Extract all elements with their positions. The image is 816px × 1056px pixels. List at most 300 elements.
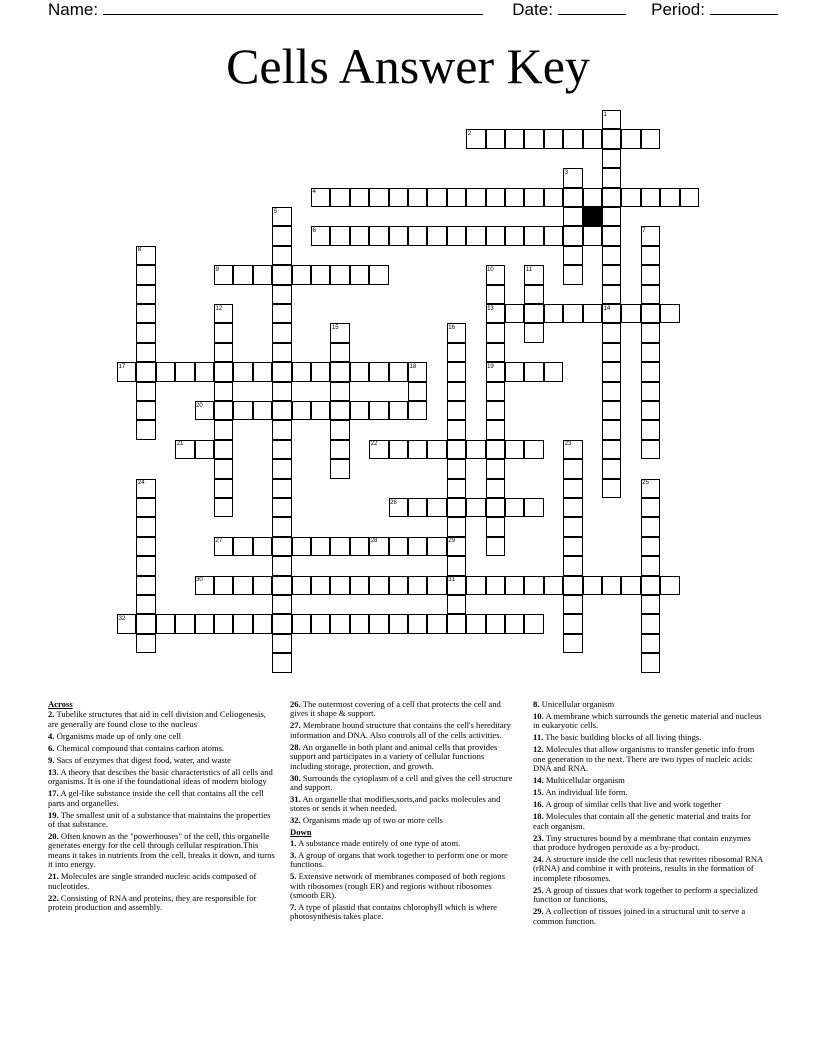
grid-cell[interactable] — [292, 362, 311, 381]
grid-cell[interactable] — [486, 576, 505, 595]
grid-cell[interactable] — [136, 382, 155, 401]
grid-cell[interactable] — [544, 129, 563, 148]
grid-cell[interactable] — [427, 614, 446, 633]
grid-cell[interactable] — [330, 576, 349, 595]
grid-cell[interactable] — [330, 459, 349, 478]
grid-cell[interactable] — [389, 362, 408, 381]
clue-item — [290, 743, 518, 771]
grid-cell[interactable] — [563, 226, 582, 245]
grid-cell[interactable] — [563, 556, 582, 575]
grid-cell[interactable] — [272, 382, 291, 401]
grid-cell[interactable] — [563, 498, 582, 517]
grid-cell[interactable] — [214, 440, 233, 459]
grid-cell[interactable] — [641, 304, 660, 323]
grid-cell[interactable] — [408, 226, 427, 245]
grid-cell[interactable] — [524, 362, 543, 381]
grid-cell[interactable] — [350, 537, 369, 556]
grid-cell[interactable] — [330, 226, 349, 245]
grid-cell[interactable] — [408, 576, 427, 595]
grid-cell[interactable] — [350, 401, 369, 420]
grid-cell[interactable] — [389, 440, 408, 459]
grid-cell[interactable] — [583, 188, 602, 207]
grid-cell[interactable] — [641, 285, 660, 304]
grid-cell[interactable] — [330, 614, 349, 633]
clue-item-text: Organisms made up of two or more cells — [302, 815, 443, 826]
grid-cell[interactable] — [486, 285, 505, 304]
grid-cell[interactable] — [505, 440, 524, 459]
grid-cell[interactable] — [524, 129, 543, 148]
grid-cell[interactable] — [524, 226, 543, 245]
grid-cell[interactable] — [486, 479, 505, 498]
grid-cell[interactable] — [311, 362, 330, 381]
grid-cell[interactable] — [214, 479, 233, 498]
grid-cell[interactable] — [641, 246, 660, 265]
grid-cell[interactable] — [350, 226, 369, 245]
grid-cell[interactable] — [486, 382, 505, 401]
grid-cell[interactable] — [641, 498, 660, 517]
grid-cell[interactable] — [292, 614, 311, 633]
grid-cell[interactable] — [544, 226, 563, 245]
grid-cell[interactable] — [272, 537, 291, 556]
grid-cell[interactable] — [311, 265, 330, 284]
grid-cell[interactable] — [524, 188, 543, 207]
grid-cell[interactable] — [447, 517, 466, 536]
grid-cell[interactable] — [408, 614, 427, 633]
clue-item-number: 24. — [533, 854, 544, 865]
grid-cell[interactable] — [214, 362, 233, 381]
grid-cell[interactable] — [330, 188, 349, 207]
grid-cell[interactable] — [272, 343, 291, 362]
grid-cell[interactable] — [156, 614, 175, 633]
grid-cell[interactable] — [602, 226, 621, 245]
clue-item-number: 25. — [533, 884, 544, 895]
grid-cell[interactable] — [369, 362, 388, 381]
grid-cell[interactable] — [641, 362, 660, 381]
clue-item-number: 17. — [48, 788, 59, 799]
grid-cell[interactable] — [136, 537, 155, 556]
grid-cell[interactable] — [292, 537, 311, 556]
grid-cell[interactable] — [660, 576, 679, 595]
grid-cell[interactable] — [563, 576, 582, 595]
grid-cell[interactable] — [486, 323, 505, 342]
grid-cell[interactable] — [214, 498, 233, 517]
grid-cell[interactable] — [447, 188, 466, 207]
grid-cell[interactable] — [136, 576, 155, 595]
grid-cell[interactable] — [641, 188, 660, 207]
grid-cell[interactable] — [136, 517, 155, 536]
grid-cell[interactable] — [136, 343, 155, 362]
grid-cell[interactable] — [427, 537, 446, 556]
grid-cell[interactable] — [602, 168, 621, 187]
grid-cell[interactable] — [641, 323, 660, 342]
grid-cell[interactable] — [583, 576, 602, 595]
grid-cell[interactable] — [486, 614, 505, 633]
grid-cell[interactable] — [602, 265, 621, 284]
grid-cell[interactable] — [156, 362, 175, 381]
grid-cell[interactable] — [641, 440, 660, 459]
grid-cell[interactable] — [233, 401, 252, 420]
grid-cell[interactable] — [292, 576, 311, 595]
clue-number: 17 — [118, 363, 126, 370]
grid-cell[interactable] — [369, 265, 388, 284]
grid-cell[interactable] — [447, 401, 466, 420]
grid-cell[interactable] — [214, 382, 233, 401]
grid-cell[interactable] — [505, 362, 524, 381]
grid-cell[interactable] — [272, 634, 291, 653]
grid-cell[interactable] — [350, 188, 369, 207]
grid-cell[interactable] — [602, 149, 621, 168]
clue-number: 10 — [487, 266, 494, 273]
clue-item — [48, 832, 276, 870]
grid-cell[interactable] — [505, 304, 524, 323]
grid-cell[interactable] — [214, 576, 233, 595]
grid-cell[interactable] — [272, 556, 291, 575]
grid-cell[interactable] — [233, 265, 252, 284]
grid-cell[interactable] — [253, 401, 272, 420]
grid-cell[interactable] — [602, 246, 621, 265]
grid-cell[interactable] — [563, 595, 582, 614]
grid-cell[interactable] — [311, 537, 330, 556]
grid-cell[interactable] — [272, 614, 291, 633]
grid-cell[interactable] — [621, 576, 640, 595]
clue-item-text: Molecules that allow organisms to transfer genetic info from one generation to the next. There are two types of nucleic acids: DNA and RNA. — [533, 744, 755, 774]
clue-item-text: A membrane which surrounds the genetic material and nucleus in eukaryotic cells. — [533, 711, 762, 731]
grid-cell[interactable] — [524, 440, 543, 459]
grid-cell[interactable] — [544, 362, 563, 381]
grid-cell[interactable] — [330, 440, 349, 459]
clue-item-text: Membrane bound structure that contains the cell's hereditary information and DNA. Also controls all of the cells activities. — [290, 720, 511, 740]
grid-cell[interactable] — [563, 479, 582, 498]
grid-cell[interactable] — [602, 440, 621, 459]
grid-cell[interactable] — [641, 420, 660, 439]
clue-item-number: 18. — [533, 811, 544, 822]
grid-cell[interactable] — [311, 614, 330, 633]
grid-cell[interactable] — [195, 440, 214, 459]
grid-cell[interactable] — [641, 129, 660, 148]
grid-cell[interactable] — [602, 343, 621, 362]
grid-cell[interactable] — [136, 595, 155, 614]
grid-cell[interactable] — [641, 614, 660, 633]
grid-cell[interactable] — [389, 576, 408, 595]
grid-cell[interactable] — [136, 634, 155, 653]
grid-cell[interactable] — [621, 304, 640, 323]
grid-cell[interactable] — [292, 401, 311, 420]
grid-cell[interactable] — [447, 440, 466, 459]
grid-cell[interactable] — [583, 226, 602, 245]
grid-cell[interactable] — [486, 188, 505, 207]
grid-cell[interactable] — [136, 498, 155, 517]
grid-cell[interactable] — [311, 401, 330, 420]
grid-cell[interactable] — [389, 188, 408, 207]
grid-cell[interactable] — [466, 498, 485, 517]
grid-cell[interactable] — [466, 576, 485, 595]
grid-cell[interactable] — [427, 188, 446, 207]
clue-item-number: 6. — [48, 742, 55, 753]
grid-cell[interactable] — [602, 420, 621, 439]
grid-cell[interactable] — [486, 517, 505, 536]
grid-cell[interactable] — [311, 576, 330, 595]
grid-cell[interactable] — [680, 188, 699, 207]
grid-cell[interactable] — [544, 576, 563, 595]
clue-item-text: The basic building blocks of all living things. — [545, 732, 702, 743]
grid-cell[interactable] — [602, 129, 621, 148]
clue-item-text: Tiny structures bound by a membrane that contain enzymes that produce hydrogen peroxide as a by-product. — [533, 832, 751, 853]
grid-cell[interactable] — [389, 401, 408, 420]
grid-cell[interactable] — [330, 362, 349, 381]
grid-cell[interactable] — [524, 323, 543, 342]
grid-cell[interactable] — [350, 362, 369, 381]
grid-cell[interactable] — [621, 129, 640, 148]
grid-cell[interactable] — [136, 401, 155, 420]
clue-item — [290, 816, 518, 825]
clue-item-text: Unicellular organism — [541, 699, 615, 709]
grid-cell[interactable] — [583, 304, 602, 323]
grid-cell[interactable] — [602, 207, 621, 226]
grid-cell[interactable] — [214, 420, 233, 439]
grid-cell[interactable] — [486, 343, 505, 362]
grid-cell[interactable] — [486, 537, 505, 556]
grid-cell[interactable] — [136, 556, 155, 575]
clue-item-text: Extensive network of membranes composed of both regions with ribosomes (rough ER) and regions without ribosomes (smooth ER). — [290, 871, 506, 901]
grid-cell[interactable] — [272, 265, 291, 284]
clue-item-number: 10. — [533, 711, 544, 721]
grid-cell[interactable] — [563, 304, 582, 323]
grid-cell[interactable] — [330, 265, 349, 284]
grid-cell[interactable] — [272, 401, 291, 420]
grid-cell[interactable] — [563, 246, 582, 265]
grid-cell[interactable] — [505, 188, 524, 207]
grid-cell[interactable] — [389, 614, 408, 633]
grid-cell[interactable] — [214, 459, 233, 478]
grid-cell[interactable] — [621, 188, 640, 207]
grid-cell[interactable] — [447, 420, 466, 439]
grid-cell[interactable] — [486, 420, 505, 439]
grid-cell[interactable] — [427, 576, 446, 595]
grid-cell[interactable] — [544, 304, 563, 323]
grid-cell[interactable] — [272, 498, 291, 517]
grid-cell[interactable] — [447, 498, 466, 517]
grid-cell[interactable] — [505, 614, 524, 633]
grid-cell[interactable] — [563, 265, 582, 284]
grid-cell[interactable] — [272, 304, 291, 323]
clue-item — [290, 839, 518, 848]
grid-cell[interactable] — [602, 362, 621, 381]
grid-cell[interactable] — [466, 614, 485, 633]
grid-cell[interactable] — [408, 401, 427, 420]
grid-cell[interactable] — [447, 382, 466, 401]
grid-cell[interactable] — [136, 323, 155, 342]
grid-cell[interactable] — [272, 420, 291, 439]
grid-cell[interactable] — [447, 343, 466, 362]
grid-cell[interactable] — [641, 517, 660, 536]
grid-cell[interactable] — [427, 498, 446, 517]
grid-cell[interactable] — [272, 517, 291, 536]
grid-cell[interactable] — [272, 226, 291, 245]
grid-cell[interactable] — [427, 226, 446, 245]
grid-cell[interactable] — [175, 614, 194, 633]
grid-cell[interactable] — [272, 459, 291, 478]
grid-cell[interactable] — [486, 129, 505, 148]
grid-cell[interactable] — [330, 343, 349, 362]
grid-cell[interactable] — [563, 129, 582, 148]
grid-cell[interactable] — [660, 188, 679, 207]
grid-cell[interactable] — [486, 226, 505, 245]
grid-cell[interactable] — [602, 382, 621, 401]
grid-cell[interactable] — [350, 265, 369, 284]
grid-cell[interactable] — [369, 188, 388, 207]
date-label: Date: — [512, 0, 553, 19]
grid-cell[interactable] — [660, 304, 679, 323]
grid-cell[interactable] — [583, 129, 602, 148]
grid-cell[interactable] — [563, 517, 582, 536]
grid-cell[interactable] — [505, 498, 524, 517]
grid-cell[interactable] — [602, 188, 621, 207]
grid-cell[interactable] — [389, 537, 408, 556]
clue-item-text: Chemical compound that contains carbon atoms. — [56, 742, 225, 753]
grid-cell[interactable] — [136, 420, 155, 439]
grid-cell[interactable] — [524, 304, 543, 323]
clue-number: 6 — [312, 227, 316, 234]
grid-cell[interactable] — [641, 653, 660, 672]
grid-cell[interactable] — [272, 246, 291, 265]
grid-cell[interactable] — [563, 537, 582, 556]
grid-cell[interactable] — [641, 265, 660, 284]
grid-cell[interactable] — [136, 614, 155, 633]
grid-cell[interactable] — [272, 285, 291, 304]
grid-cell[interactable] — [272, 323, 291, 342]
grid-cell[interactable] — [563, 614, 582, 633]
grid-cell[interactable] — [524, 614, 543, 633]
grid-cell[interactable] — [447, 556, 466, 575]
grid-cell[interactable] — [447, 479, 466, 498]
grid-cell[interactable] — [447, 226, 466, 245]
grid-cell[interactable] — [136, 265, 155, 284]
grid-cell[interactable] — [408, 498, 427, 517]
grid-cell[interactable] — [602, 479, 621, 498]
grid-cell[interactable] — [524, 576, 543, 595]
grid-cell[interactable] — [330, 382, 349, 401]
grid-cell[interactable] — [505, 226, 524, 245]
grid-cell[interactable] — [408, 382, 427, 401]
grid-cell[interactable] — [641, 537, 660, 556]
grid-cell[interactable] — [408, 440, 427, 459]
grid-cell[interactable] — [408, 188, 427, 207]
grid-cell[interactable] — [292, 265, 311, 284]
clue-number: 12 — [215, 305, 223, 312]
grid-cell[interactable] — [524, 285, 543, 304]
grid-cell[interactable] — [369, 226, 388, 245]
clue-item-number: 1. — [290, 837, 297, 848]
grid-cell[interactable] — [233, 576, 252, 595]
grid-cell[interactable] — [427, 440, 446, 459]
grid-cell[interactable] — [136, 304, 155, 323]
grid-cell[interactable] — [641, 343, 660, 362]
grid-cell[interactable] — [175, 362, 194, 381]
grid-cell[interactable] — [233, 537, 252, 556]
grid-cell[interactable] — [544, 188, 563, 207]
grid-cell[interactable] — [233, 362, 252, 381]
grid-cell[interactable] — [447, 614, 466, 633]
clue-item-number: 7. — [290, 902, 297, 913]
clue-item-number: 4. — [48, 730, 55, 741]
grid-cell[interactable] — [563, 634, 582, 653]
clue-item — [290, 795, 518, 814]
grid-cell[interactable] — [214, 323, 233, 342]
grid-cell[interactable] — [350, 614, 369, 633]
grid-cell[interactable] — [272, 440, 291, 459]
grid-cell[interactable] — [330, 420, 349, 439]
grid-cell[interactable] — [214, 614, 233, 633]
clue-item-number: 29. — [533, 906, 544, 917]
grid-cell[interactable] — [330, 537, 349, 556]
grid-cell[interactable] — [253, 265, 272, 284]
grid-cell[interactable] — [389, 226, 408, 245]
grid-cell[interactable] — [602, 576, 621, 595]
grid-cell[interactable] — [602, 323, 621, 342]
grid-cell[interactable] — [253, 576, 272, 595]
grid-cell[interactable] — [641, 382, 660, 401]
grid-cell[interactable] — [272, 576, 291, 595]
grid-cell[interactable] — [136, 285, 155, 304]
grid-cell[interactable] — [253, 537, 272, 556]
grid-cell[interactable] — [563, 188, 582, 207]
grid-cell[interactable] — [602, 459, 621, 478]
grid-cell[interactable] — [350, 576, 369, 595]
grid-cell[interactable] — [214, 343, 233, 362]
grid-cell[interactable] — [641, 401, 660, 420]
grid-cell[interactable] — [195, 614, 214, 633]
grid-cell[interactable] — [505, 129, 524, 148]
grid-cell[interactable] — [408, 537, 427, 556]
grid-cell[interactable] — [563, 207, 582, 226]
grid-cell[interactable] — [369, 614, 388, 633]
grid-cell[interactable] — [602, 401, 621, 420]
grid-cell[interactable] — [524, 498, 543, 517]
grid-cell[interactable] — [486, 440, 505, 459]
grid-cell[interactable] — [486, 459, 505, 478]
grid-cell[interactable] — [466, 440, 485, 459]
grid-cell[interactable] — [447, 459, 466, 478]
grid-cell[interactable] — [253, 362, 272, 381]
grid-cell[interactable] — [505, 576, 524, 595]
grid-cell[interactable] — [272, 479, 291, 498]
grid-cell[interactable] — [641, 634, 660, 653]
grid-cell[interactable] — [486, 498, 505, 517]
grid-cell[interactable] — [272, 362, 291, 381]
grid-cell[interactable] — [641, 595, 660, 614]
grid-cell[interactable] — [563, 459, 582, 478]
grid-cell[interactable] — [369, 576, 388, 595]
grid-cell[interactable] — [195, 362, 214, 381]
grid-cell[interactable] — [233, 614, 252, 633]
grid-cell[interactable] — [602, 285, 621, 304]
grid-cell[interactable] — [253, 614, 272, 633]
grid-cell[interactable] — [466, 226, 485, 245]
grid-cell[interactable] — [330, 401, 349, 420]
grid-cell[interactable] — [641, 576, 660, 595]
grid-cell[interactable] — [272, 595, 291, 614]
grid-cell[interactable] — [641, 556, 660, 575]
clue-number: 20 — [196, 402, 203, 409]
grid-cell[interactable] — [486, 401, 505, 420]
grid-cell[interactable] — [466, 188, 485, 207]
grid-cell[interactable] — [447, 362, 466, 381]
grid-cell[interactable] — [136, 362, 155, 381]
grid-cell[interactable] — [447, 595, 466, 614]
grid-cell[interactable] — [214, 401, 233, 420]
grid-cell[interactable] — [369, 401, 388, 420]
grid-cell[interactable] — [272, 653, 291, 672]
